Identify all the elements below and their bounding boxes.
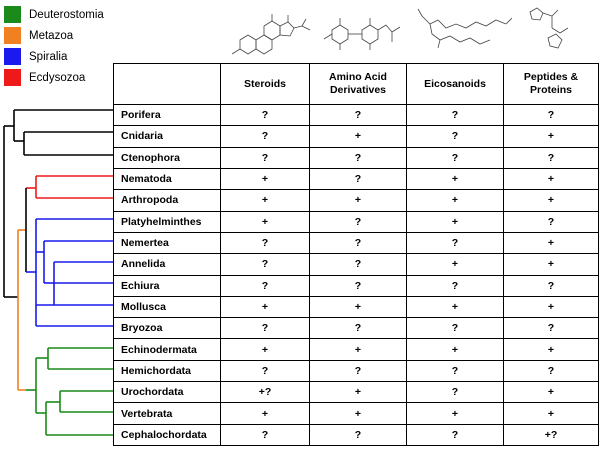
value-cell: +	[221, 211, 310, 232]
value-cell: ?	[310, 211, 407, 232]
table-body	[114, 105, 599, 446]
table-row	[114, 296, 599, 317]
taxon-cell: Ctenophora	[114, 147, 221, 168]
taxon-cell: Urochordata	[114, 382, 221, 403]
value-cell: +	[407, 190, 504, 211]
value-cell: ?	[221, 254, 310, 275]
taxon-cell: Annelida	[114, 254, 221, 275]
value-cell: ?	[221, 424, 310, 445]
chemical-structures	[210, 0, 600, 60]
value-cell: ?	[504, 318, 599, 339]
taxon-cell: Echinodermata	[114, 339, 221, 360]
value-cell: ?	[407, 126, 504, 147]
amino-acid-structure-icon	[324, 18, 400, 50]
value-cell: ?	[221, 275, 310, 296]
value-cell: +	[221, 296, 310, 317]
taxon-cell: Nemertea	[114, 232, 221, 253]
tree-deuterostomia-branches	[26, 348, 113, 435]
taxon-cell: Mollusca	[114, 296, 221, 317]
value-cell: ?	[310, 147, 407, 168]
value-cell: +	[504, 254, 599, 275]
value-cell: +	[310, 296, 407, 317]
value-cell: ?	[407, 275, 504, 296]
value-cell: +	[504, 339, 599, 360]
legend-label: Metazoa	[29, 29, 74, 42]
value-cell: ?	[310, 424, 407, 445]
value-cell: +	[407, 254, 504, 275]
legend-label: Ecdysozoa	[29, 71, 86, 84]
value-cell: ?	[407, 382, 504, 403]
value-cell: +	[504, 126, 599, 147]
legend-label: Spiralia	[29, 50, 68, 63]
table-header-row	[114, 64, 599, 105]
value-cell: ?	[407, 424, 504, 445]
corner-cell	[114, 64, 221, 105]
table-row	[114, 382, 599, 403]
table-row	[114, 275, 599, 296]
tree-ecdysozoa-branches	[26, 176, 113, 198]
legend-label: Deuterostomia	[29, 8, 104, 21]
table-row	[114, 424, 599, 445]
value-cell: ?	[407, 105, 504, 126]
value-cell: +	[504, 403, 599, 424]
value-cell: +	[407, 296, 504, 317]
value-cell: +	[504, 296, 599, 317]
header-eicosanoids: Eicosanoids	[407, 64, 504, 105]
value-cell: ?	[310, 360, 407, 381]
value-cell: ?	[310, 105, 407, 126]
taxon-cell: Nematoda	[114, 168, 221, 189]
taxon-cell: Cephalochordata	[114, 424, 221, 445]
value-cell: +	[407, 211, 504, 232]
value-cell: +	[504, 190, 599, 211]
value-cell: +	[310, 382, 407, 403]
eicosanoid-structure-icon	[418, 9, 512, 48]
taxon-cell: Vertebrata	[114, 403, 221, 424]
table-row	[114, 211, 599, 232]
value-cell: ?	[221, 105, 310, 126]
header-amino-acid-derivatives: Amino Acid Derivatives	[310, 64, 407, 105]
phylogenetic-tree	[0, 0, 113, 449]
header-peptides-proteins: Peptides & Proteins	[504, 64, 599, 105]
value-cell: ?	[221, 360, 310, 381]
peptide-structure-icon	[530, 8, 568, 48]
value-cell: +?	[504, 424, 599, 445]
value-cell: ?	[407, 232, 504, 253]
table-row	[114, 318, 599, 339]
taxon-cell: Cnidaria	[114, 126, 221, 147]
value-cell: +	[310, 190, 407, 211]
taxon-cell: Porifera	[114, 105, 221, 126]
value-cell: +	[221, 190, 310, 211]
value-cell: ?	[310, 254, 407, 275]
table-row	[114, 339, 599, 360]
value-cell: ?	[504, 275, 599, 296]
value-cell: ?	[310, 232, 407, 253]
table-row	[114, 403, 599, 424]
value-cell: ?	[407, 360, 504, 381]
table-row	[114, 360, 599, 381]
table-row	[114, 254, 599, 275]
table-row	[114, 190, 599, 211]
taxon-cell: Hemichordata	[114, 360, 221, 381]
taxon-cell: Platyhelminthes	[114, 211, 221, 232]
taxon-cell: Echiura	[114, 275, 221, 296]
value-cell: ?	[504, 211, 599, 232]
value-cell: +?	[221, 382, 310, 403]
value-cell: ?	[407, 147, 504, 168]
value-cell: +	[221, 403, 310, 424]
value-cell: ?	[221, 147, 310, 168]
taxon-cell: Arthropoda	[114, 190, 221, 211]
value-cell: ?	[221, 232, 310, 253]
tree-bilateria-stem	[18, 230, 26, 390]
hormone-presence-table	[113, 63, 599, 446]
table-row	[114, 147, 599, 168]
table-row	[114, 232, 599, 253]
value-cell: +	[310, 339, 407, 360]
value-cell: +	[221, 168, 310, 189]
value-cell: ?	[407, 318, 504, 339]
value-cell: ?	[504, 360, 599, 381]
value-cell: ?	[221, 126, 310, 147]
taxon-cell: Bryozoa	[114, 318, 221, 339]
value-cell: +	[221, 339, 310, 360]
value-cell: ?	[221, 318, 310, 339]
header-steroids: Steroids	[221, 64, 310, 105]
value-cell: +	[407, 339, 504, 360]
value-cell: ?	[310, 318, 407, 339]
value-cell: +	[504, 168, 599, 189]
steroid-structure-icon	[232, 14, 310, 54]
table-row	[114, 126, 599, 147]
value-cell: +	[310, 126, 407, 147]
tree-spiralia-branches	[26, 219, 113, 326]
table-row	[114, 168, 599, 189]
value-cell: +	[407, 403, 504, 424]
value-cell: +	[310, 403, 407, 424]
value-cell: ?	[504, 105, 599, 126]
value-cell: ?	[310, 168, 407, 189]
tree-basal-branches	[4, 110, 113, 297]
value-cell: +	[504, 382, 599, 403]
table-row	[114, 105, 599, 126]
value-cell: ?	[504, 147, 599, 168]
value-cell: +	[504, 232, 599, 253]
value-cell: +	[407, 168, 504, 189]
value-cell: ?	[310, 275, 407, 296]
